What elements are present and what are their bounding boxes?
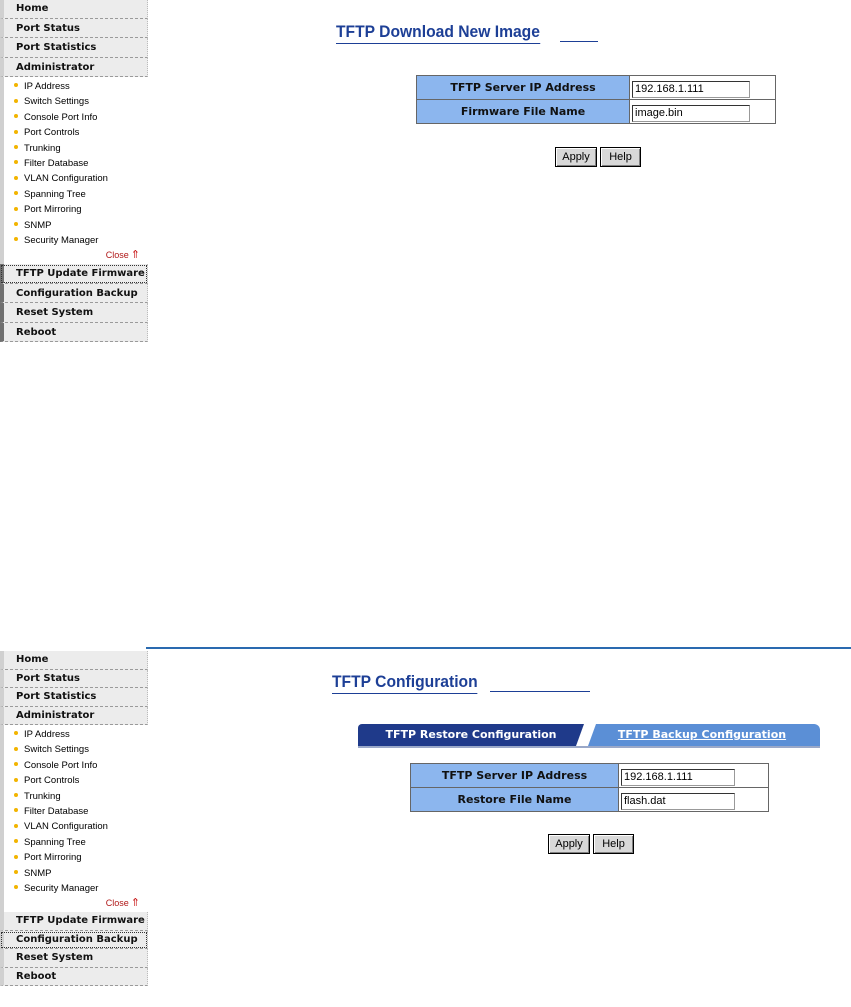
administrator-submenu	[0, 725, 148, 912]
sidebar-menu	[0, 651, 148, 986]
submenu-item[interactable]: Port Controls	[14, 773, 148, 788]
sidebar-item-reboot[interactable]: Reboot	[0, 323, 148, 343]
help-button[interactable]: Help	[593, 834, 634, 854]
submenu-item[interactable]: Switch Settings	[14, 742, 148, 757]
bullet-icon	[14, 731, 18, 735]
sidebar-item-tftp-update-firmware[interactable]: TFTP Update Firmware	[0, 912, 148, 931]
sidebar-item-port-statistics[interactable]: Port Statistics	[0, 688, 148, 707]
submenu-item[interactable]: Console Port Info	[14, 110, 148, 125]
apply-button[interactable]: Apply	[548, 834, 590, 854]
sidebar-item-reset-system[interactable]: Reset System	[0, 303, 148, 323]
header-rule	[146, 647, 851, 649]
tftp-download-panel	[0, 0, 851, 360]
sidebar-item-configuration-backup[interactable]: Configuration Backup	[0, 931, 148, 950]
submenu-item[interactable]: Port Mirroring	[14, 202, 148, 217]
bullet-icon	[14, 762, 18, 766]
sidebar-item-reboot[interactable]: Reboot	[0, 968, 148, 987]
submenu-item[interactable]: Trunking	[14, 141, 148, 156]
config-tabs	[358, 724, 820, 746]
bullet-icon	[14, 747, 18, 751]
form-row	[411, 764, 769, 788]
submenu-item[interactable]: Console Port Info	[14, 758, 148, 773]
firmware-file-input[interactable]	[632, 105, 750, 122]
tab-shadow	[358, 746, 820, 748]
apply-button[interactable]: Apply	[555, 147, 597, 167]
tftp-restore-form	[410, 763, 769, 812]
close-submenu-link[interactable]: Close ⇑	[105, 897, 140, 910]
submenu-item[interactable]: Filter Database	[14, 804, 148, 819]
submenu-item[interactable]: Filter Database	[14, 156, 148, 171]
submenu-item[interactable]: IP Address	[14, 79, 148, 94]
field-label: TFTP Server IP Address	[417, 76, 630, 100]
field-value-cell	[619, 764, 769, 788]
submenu-item[interactable]: VLAN Configuration	[14, 819, 148, 834]
sidebar-item-configuration-backup[interactable]: Configuration Backup	[0, 284, 148, 304]
submenu-item[interactable]: Port Controls	[14, 125, 148, 140]
sidebar-item-reset-system[interactable]: Reset System	[0, 949, 148, 968]
tab-restore-configuration[interactable]: TFTP Restore Configuration	[358, 724, 584, 746]
submenu-item[interactable]: SNMP	[14, 866, 148, 881]
bullet-icon	[14, 870, 18, 874]
field-value-cell	[630, 100, 776, 124]
tftp-settings-form	[416, 75, 776, 124]
close-submenu-link[interactable]: Close ⇑	[105, 249, 140, 262]
bullet-icon	[14, 793, 18, 797]
sidebar-item-tftp-update-firmware[interactable]: TFTP Update Firmware	[0, 264, 148, 284]
bullet-icon	[14, 824, 18, 828]
bullet-icon	[14, 176, 18, 180]
tftp-configuration-panel	[0, 645, 851, 1007]
submenu-item[interactable]: Security Manager	[14, 881, 148, 896]
field-label: Restore File Name	[411, 788, 619, 812]
server-ip-input[interactable]	[632, 81, 750, 98]
bullet-icon	[14, 130, 18, 134]
bullet-icon	[14, 114, 18, 118]
up-arrow-icon: ⇑	[130, 897, 140, 910]
form-row	[417, 76, 776, 100]
bullet-icon	[14, 222, 18, 226]
sidebar-item-home[interactable]: Home	[0, 651, 148, 670]
page-title: TFTP Configuration	[332, 672, 478, 694]
bullet-icon	[14, 83, 18, 87]
field-value-cell	[630, 76, 776, 100]
sidebar-item-administrator[interactable]: Administrator	[0, 58, 148, 78]
bullet-icon	[14, 237, 18, 241]
server-ip-input[interactable]	[621, 769, 735, 786]
help-button[interactable]: Help	[600, 147, 641, 167]
bullet-icon	[14, 839, 18, 843]
form-row	[417, 100, 776, 124]
bullet-icon	[14, 145, 18, 149]
administrator-submenu	[0, 77, 148, 264]
title-underline	[490, 691, 590, 692]
bullet-icon	[14, 99, 18, 103]
bullet-icon	[14, 160, 18, 164]
restore-file-input[interactable]	[621, 793, 735, 810]
sidebar-item-administrator[interactable]: Administrator	[0, 707, 148, 726]
title-underline	[560, 41, 598, 42]
field-value-cell	[619, 788, 769, 812]
submenu-item[interactable]: VLAN Configuration	[14, 171, 148, 186]
tab-backup-configuration[interactable]: TFTP Backup Configuration	[584, 724, 820, 746]
sidebar-item-home[interactable]: Home	[0, 0, 148, 19]
submenu-item[interactable]: Spanning Tree	[14, 835, 148, 850]
sidebar-item-port-status[interactable]: Port Status	[0, 670, 148, 689]
submenu-item[interactable]: Port Mirroring	[14, 850, 148, 865]
submenu-item[interactable]: SNMP	[14, 218, 148, 233]
bullet-icon	[14, 191, 18, 195]
submenu-item[interactable]: Spanning Tree	[14, 187, 148, 202]
submenu-item[interactable]: Trunking	[14, 789, 148, 804]
sidebar-item-port-status[interactable]: Port Status	[0, 19, 148, 39]
up-arrow-icon: ⇑	[130, 249, 140, 262]
bullet-icon	[14, 207, 18, 211]
sidebar-item-port-statistics[interactable]: Port Statistics	[0, 38, 148, 58]
bullet-icon	[14, 855, 18, 859]
form-row	[411, 788, 769, 812]
bullet-icon	[14, 778, 18, 782]
submenu-item[interactable]: Security Manager	[14, 233, 148, 248]
page-title: TFTP Download New Image	[336, 22, 540, 44]
sidebar-menu	[0, 0, 148, 342]
field-label: Firmware File Name	[417, 100, 630, 124]
submenu-item[interactable]: Switch Settings	[14, 94, 148, 109]
bullet-icon	[14, 808, 18, 812]
field-label: TFTP Server IP Address	[411, 764, 619, 788]
bullet-icon	[14, 885, 18, 889]
submenu-item[interactable]: IP Address	[14, 727, 148, 742]
